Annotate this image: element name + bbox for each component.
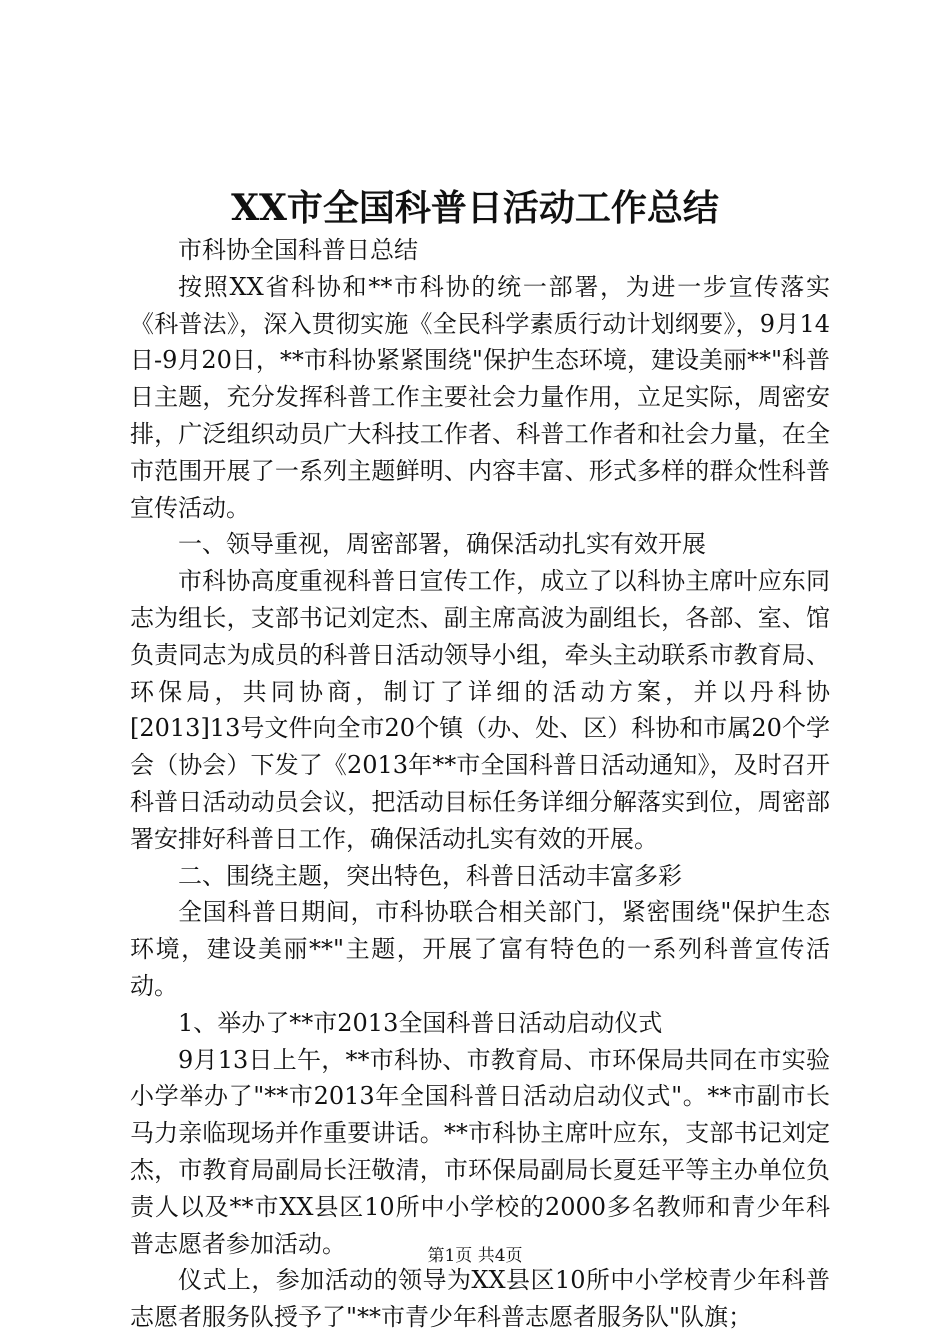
page-footer: 第1页 共4页 (427, 1246, 523, 1266)
subsection-heading-1: 1、举办了**市2013全国科普日活动启动仪式 (178, 1008, 663, 1037)
paragraph-subsection-1: 9月13日上午，**市科协、市教育局、市环保局共同在市实验小学举办了"**市2013年全国科普日活动启动仪式"。**市副市长马力亲临现场并作重要讲话。**市科协主席叶应东，支部书记刘定杰，市教育局副局长汪敬清，市环保局副局长夏廷平等主办单位负责人以及**市XX县区10所中小学校的2000多名教师和青少年科普志愿者参加活动。 (130, 1045, 830, 1258)
paragraph-ceremony: 仪式上，参加活动的领导为XX县区10所中小学校青少年科普志愿者服务队授予了"**市青少年科普志愿者服务队"队旗； (130, 1266, 830, 1332)
document-title: XX市全国科普日活动工作总结 (231, 187, 719, 229)
section-heading-2: 二、围绕主题，突出特色，科普日活动丰富多彩 (178, 861, 682, 890)
paragraph-intro: 按照XX省科协和**市科协的统一部署，为进一步宣传落实《科普法》，深入贯彻实施《全民科学素质行动计划纲要》，9月14日-9月20日，**市科协紧紧围绕"保护生态环境，建设美丽**"科普日主题，充分发挥科普工作主要社会力量作用，立足实际，周密安排，广泛组织动员广大科技工作者、科普工作者和社会力量，在全市范围开展了一系列主题鲜明、内容丰富、形式多样的群众性科普宣传活动。 (130, 272, 830, 522)
paragraph-subtitle: 市科协全国科普日总结 (178, 236, 418, 264)
paragraph-section-1: 市科协高度重视科普日宣传工作，成立了以科协主席叶应东同志为组长，支部书记刘定杰、副主席高波为副组长，各部、室、馆负责同志为成员的科普日活动领导小组，牵头主动联系市教育局、环保局，共同协商，制订了详细的活动方案，并以丹科协[2013]13号文件向全市20个镇（办、处、区）科协和市属20个学会（协会）下发了《2013年**市全国科普日活动通知》，及时召开科普日活动动员会议，把活动目标任务详细分解落实到位，周密部署安排好科普日工作，确保活动扎实有效的开展。 (130, 567, 830, 853)
paragraph-section-2: 全国科普日期间，市科协联合相关部门，紧密围绕"保护生态环境，建设美丽**"主题，开展了富有特色的一系列科普宣传活动。 (130, 898, 830, 1000)
section-heading-1: 一、领导重视，周密部署，确保活动扎实有效开展 (178, 530, 706, 559)
document-body (130, 232, 830, 1336)
